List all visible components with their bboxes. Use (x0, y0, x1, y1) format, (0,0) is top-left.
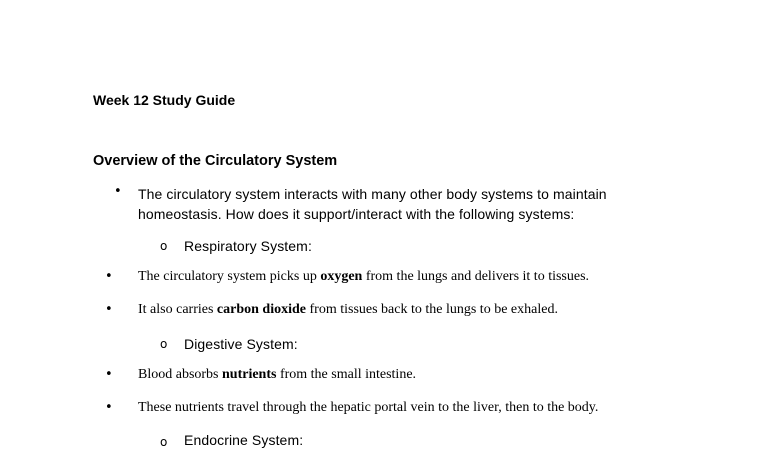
bullet-icon: • (114, 184, 122, 199)
intro-text-line-2: homeostasis. How does it support/interact with the following systems: (138, 206, 575, 222)
bold-term-nutrients: nutrients (222, 367, 277, 382)
text-segment: from tissues back to the lungs to be exhaled. (306, 302, 558, 317)
text-segment: It also carries (138, 302, 217, 317)
document-title: Week 12 Study Guide (93, 92, 236, 108)
respiratory-system-label: Respiratory System: (184, 238, 312, 254)
bullet-icon: • (105, 269, 113, 284)
digestive-point-2: These nutrients travel through the hepatic portal vein to the liver, then to the body. (138, 400, 599, 415)
bullet-icon: • (105, 302, 113, 317)
text-segment: from the lungs and delivers it to tissues. (362, 269, 590, 284)
sub-bullet-icon: o (160, 239, 168, 253)
digestive-point-1 (138, 367, 416, 383)
text-segment: Blood absorbs (138, 367, 222, 382)
respiratory-point-2 (138, 302, 558, 318)
bullet-icon: • (105, 400, 113, 415)
respiratory-point-1 (138, 269, 589, 285)
digestive-system-label: Digestive System: (184, 336, 298, 352)
endocrine-system-label: Endocrine System: (184, 432, 304, 448)
bold-term-carbon-dioxide: carbon dioxide (216, 302, 306, 317)
sub-bullet-icon: o (160, 337, 168, 351)
sub-bullet-icon: o (160, 435, 168, 449)
intro-text-line-1: The circulatory system interacts with many other body systems to maintain (138, 186, 607, 202)
text-segment: from the small intestine. (276, 367, 417, 382)
bold-term-oxygen: oxygen (320, 269, 363, 284)
section-heading: Overview of the Circulatory System (93, 153, 338, 169)
bullet-icon: • (105, 367, 113, 382)
text-segment: The circulatory system picks up (138, 269, 321, 284)
